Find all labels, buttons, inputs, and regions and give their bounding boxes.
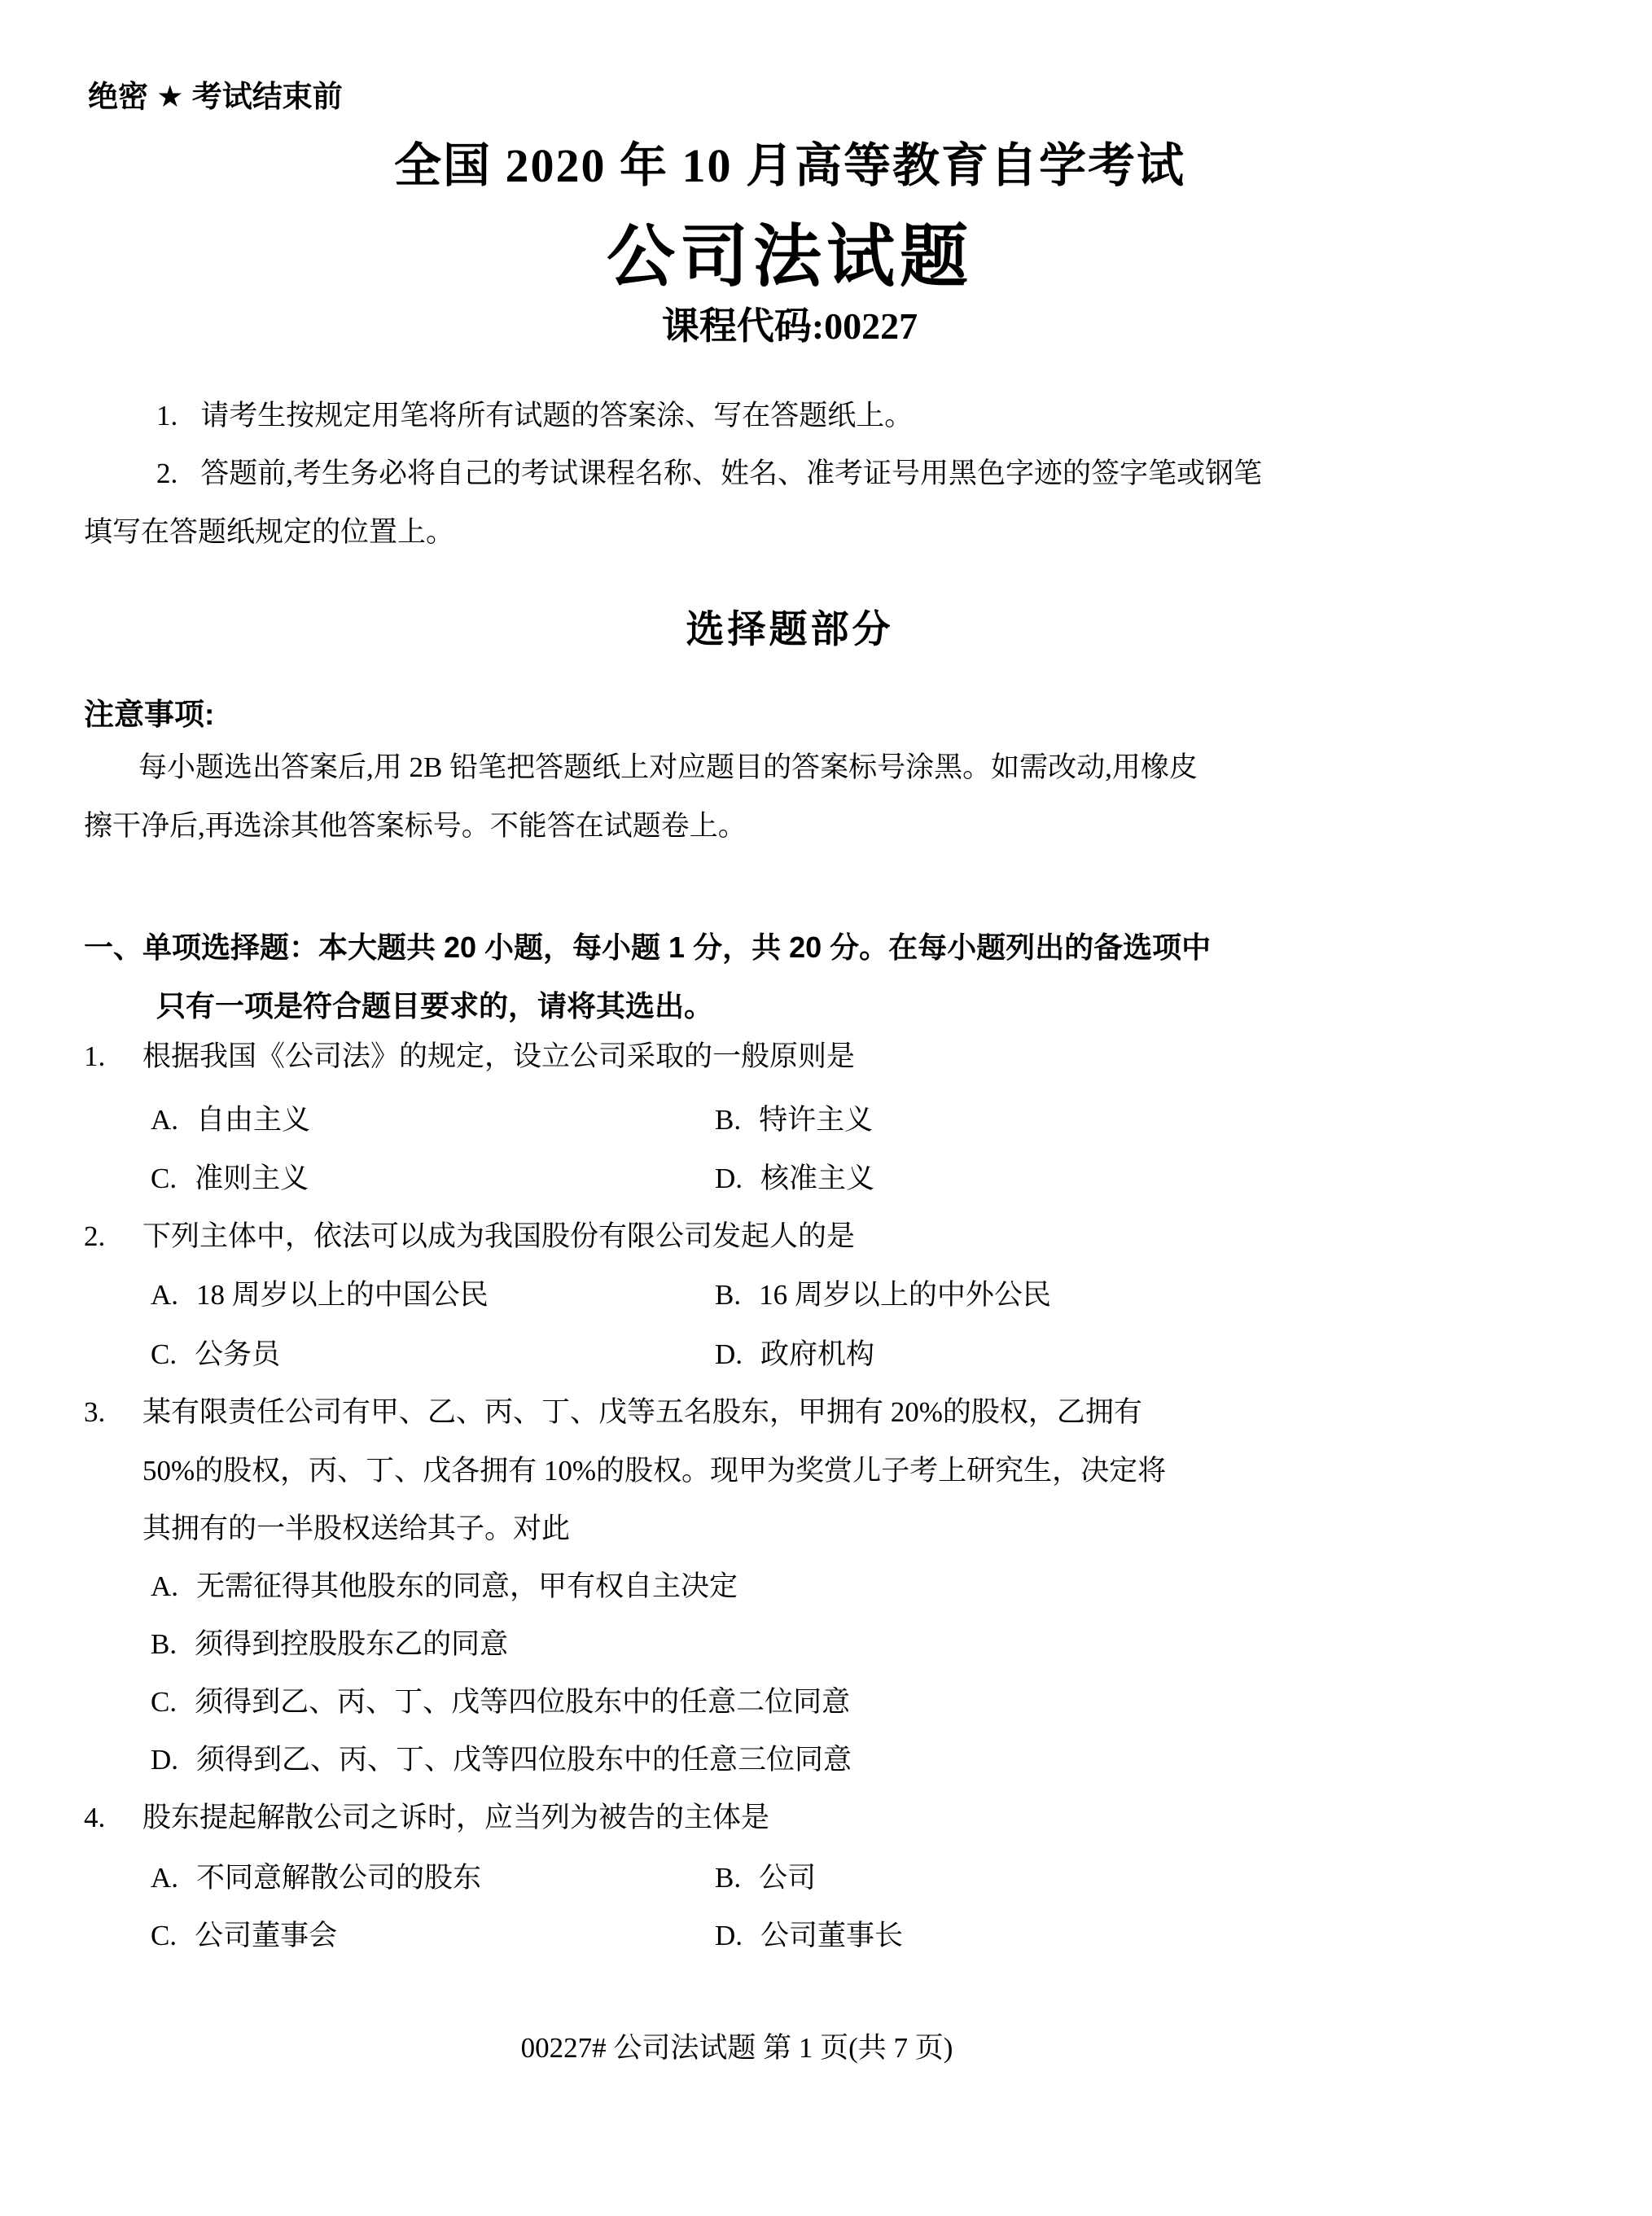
- question-4-stem: [84, 1801, 769, 1835]
- question-3-option-a-label: A.: [151, 1570, 179, 1602]
- question-4-option-c-label: C.: [151, 1920, 177, 1951]
- instruction-1-text: 请考生按规定用笔将所有试题的答案涂、写在答题纸上。: [200, 400, 914, 431]
- question-1-option-d: [715, 1162, 874, 1196]
- question-2-option-c-label: C.: [151, 1338, 177, 1370]
- question-4-option-a: [151, 1861, 481, 1895]
- exam-title: 全国 2020 年 10 月高等教育自学考试: [393, 139, 1185, 192]
- question-3-option-b: [151, 1627, 508, 1662]
- question-1-option-b-text: 特许主义: [759, 1104, 874, 1136]
- question-2-option-d-text: 政府机构: [760, 1338, 875, 1370]
- question-3-option-a-text: 无需征得其他股东的同意，甲有权自主决定: [196, 1570, 738, 1602]
- question-2-option-d: [715, 1338, 874, 1372]
- question-3-number: 3.: [84, 1396, 106, 1428]
- question-3-stem-line-3: 其拥有的一半股权送给其子。对此: [142, 1513, 571, 1544]
- question-4-option-b-text: 公司: [759, 1862, 817, 1894]
- question-4-option-b: [715, 1861, 816, 1895]
- question-2-option-a-label: A.: [151, 1279, 179, 1311]
- question-4-option-d-text: 公司董事长: [760, 1920, 904, 1951]
- instruction-item-2-continued: 填写在答题纸规定的位置上。: [84, 516, 455, 548]
- question-2-text: 下列主体中，依法可以成为我国股份有限公司发起人的是: [142, 1220, 856, 1252]
- question-2-option-b: [715, 1278, 1051, 1312]
- question-2-number: 2.: [84, 1220, 106, 1252]
- question-1-option-a: [151, 1103, 310, 1137]
- question-2-option-b-label: B.: [715, 1279, 742, 1311]
- question-1-option-b-label: B.: [715, 1104, 742, 1136]
- question-3-option-c-text: 须得到乙、丙、丁、戊等四位股东中的任意二位同意: [195, 1686, 851, 1718]
- question-4-option-d-label: D.: [715, 1920, 743, 1951]
- question-2-option-c: [151, 1338, 280, 1372]
- question-2-stem: [84, 1220, 855, 1254]
- question-4-option-c-text: 公司董事会: [195, 1920, 338, 1951]
- question-3-option-c-label: C.: [151, 1686, 177, 1718]
- part-one-heading-line-2: 只有一项是符合题目要求的，请将其选出。: [156, 989, 714, 1023]
- secrecy-header: 绝密 ★ 考试结束前: [88, 80, 343, 113]
- question-1-option-c-label: C.: [151, 1163, 177, 1194]
- part-one-heading-line-1: 一、单项选择题：本大题共 20 小题，每小题 1 分，共 20 分。在每小题列出的备选项中: [84, 931, 1212, 964]
- question-3-option-b-label: B.: [151, 1628, 177, 1660]
- instruction-item-1: [156, 399, 913, 433]
- notes-line-2: 擦干净后,再选涂其他答案标号。不能答在试题卷上。: [84, 810, 747, 842]
- question-2-option-c-text: 公务员: [195, 1338, 281, 1370]
- question-2-option-a: [151, 1278, 489, 1312]
- question-1-option-a-text: 自由主义: [196, 1104, 311, 1136]
- subject-title: 公司法试题: [606, 220, 973, 296]
- question-1-option-c: [151, 1162, 309, 1196]
- question-2-option-d-label: D.: [715, 1338, 743, 1370]
- question-4-option-d: [715, 1919, 903, 1953]
- question-1-option-d-text: 核准主义: [760, 1163, 875, 1194]
- instruction-2-text: 答题前,考生务必将自己的考试课程名称、姓名、准考证号用黑色字迹的签字笔或钢笔: [200, 458, 1263, 489]
- instruction-2-number: 2.: [156, 458, 178, 489]
- question-1-number: 1.: [84, 1040, 106, 1072]
- question-3-option-d-text: 须得到乙、丙、丁、戊等四位股东中的任意三位同意: [196, 1744, 852, 1776]
- question-2-option-a-text: 18 周岁以上的中国公民: [196, 1279, 489, 1311]
- question-1-text: 根据我国《公司法》的规定，设立公司采取的一般原则是: [142, 1040, 856, 1072]
- question-2-option-b-text: 16 周岁以上的中外公民: [759, 1279, 1051, 1311]
- question-4-option-c: [151, 1919, 337, 1953]
- question-4-number: 4.: [84, 1802, 106, 1833]
- question-3-option-a: [151, 1570, 738, 1604]
- question-3-stem-line-1: [84, 1395, 1142, 1430]
- question-4-option-b-label: B.: [715, 1862, 742, 1894]
- question-3-option-b-text: 须得到控股股东乙的同意: [195, 1628, 509, 1660]
- question-3-option-c: [151, 1685, 850, 1719]
- instruction-item-2: [156, 457, 1262, 491]
- instruction-1-number: 1.: [156, 400, 178, 431]
- question-4-text: 股东提起解散公司之诉时，应当列为被告的主体是: [142, 1802, 770, 1833]
- question-1-option-a-label: A.: [151, 1104, 179, 1136]
- choice-section-title: 选择题部分: [686, 607, 894, 650]
- question-3-stem-line-2: 50%的股权，丙、丁、戊各拥有 10%的股权。现甲为奖赏儿子考上研究生，决定将: [142, 1455, 1167, 1487]
- question-1-stem: [84, 1040, 855, 1074]
- notes-label: 注意事项:: [84, 698, 215, 731]
- question-3-option-d-label: D.: [151, 1744, 179, 1776]
- question-1-option-d-label: D.: [715, 1163, 743, 1194]
- question-4-option-a-text: 不同意解散公司的股东: [196, 1862, 482, 1894]
- question-3-text-line-1: 某有限责任公司有甲、乙、丙、丁、戊等五名股东，甲拥有 20%的股权，乙拥有: [142, 1396, 1142, 1428]
- question-4-option-a-label: A.: [151, 1862, 179, 1894]
- course-code: 课程代码:00227: [661, 305, 918, 347]
- notes-line-1: 每小题选出答案后,用 2B 铅笔把答题纸上对应题目的答案标号涂黑。如需改动,用橡皮: [138, 751, 1198, 783]
- question-3-option-d: [151, 1743, 852, 1777]
- question-1-option-c-text: 准则主义: [195, 1163, 309, 1194]
- page-footer: 00227# 公司法试题 第 1 页(共 7 页): [520, 2032, 953, 2064]
- question-1-option-b: [715, 1103, 873, 1137]
